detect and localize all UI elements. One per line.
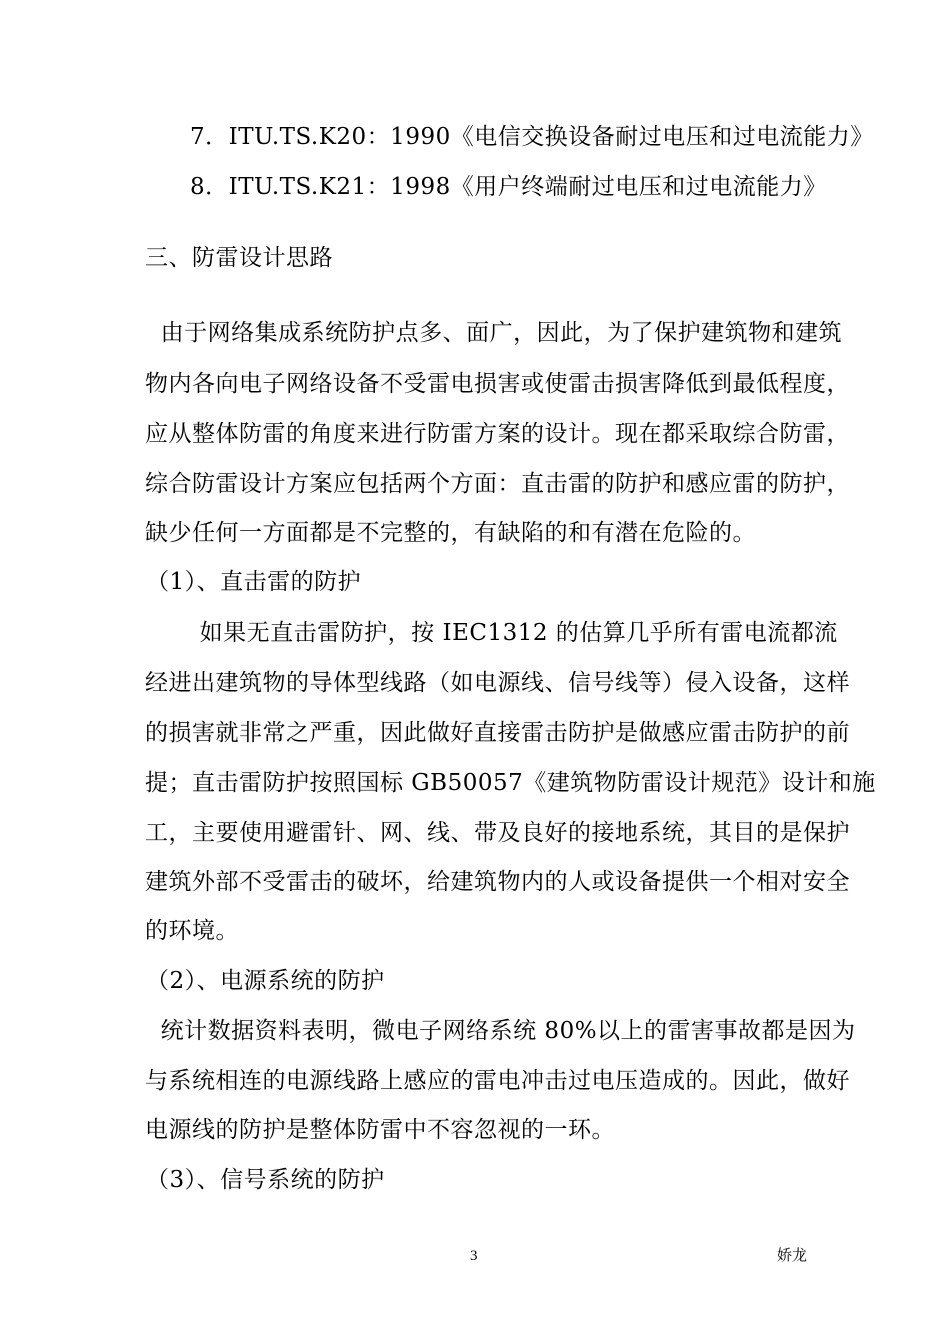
subsection-heading: （1）、直击雷的防护 <box>146 569 362 595</box>
paragraph-line: 统计数据资料表明，微电子网络系统 80%以上的雷害事故都是因为 <box>145 1018 856 1044</box>
subsection-heading: （3）、信号系统的防护 <box>146 1167 385 1193</box>
paragraph-line: 提；直击雷防护按照国标 GB50057《建筑物防雷设计规范》设计和施 <box>145 770 876 796</box>
paragraph-line: 综合防雷设计方案应包括两个方面：直击雷的防护和感应雷的防护， <box>145 471 850 497</box>
paragraph-line: 如果无直击雷防护，按 IEC1312 的估算几乎所有雷电流都流 <box>145 620 838 646</box>
footer-author: 娇龙 <box>777 1248 808 1264</box>
paragraph-line: 与系统相连的电源线路上感应的雷电冲击过电压造成的。因此，做好 <box>145 1068 850 1094</box>
paragraph-line: 电源线的防护是整体防雷中不容忽视的一环。 <box>145 1117 615 1143</box>
section-heading: 三、防雷设计思路 <box>145 245 333 271</box>
page-number: 3 <box>470 1248 478 1264</box>
paragraph-line: 应从整体防雷的角度来进行防雷方案的设计。现在都采取综合防雷， <box>145 421 850 447</box>
paragraph-line: 建筑外部不受雷击的破坏，给建筑物内的人或设备提供一个相对安全 <box>145 869 850 895</box>
reference-item: 8．ITU.TS.K21：1998《用户终端耐过电压和过电流能力》 <box>190 174 827 200</box>
paragraph-line: 缺少任何一方面都是不完整的，有缺陷的和有潜在危险的。 <box>145 520 756 546</box>
paragraph-line: 经进出建筑物的导体型线路（如电源线、信号线等）侵入设备，这样 <box>145 670 850 696</box>
reference-item: 7．ITU.TS.K20：1990《电信交换设备耐过电压和过电流能力》 <box>190 124 874 150</box>
subsection-heading: （2）、电源系统的防护 <box>146 968 385 994</box>
paragraph-line: 的环境。 <box>145 918 239 944</box>
paragraph-line: 的损害就非常之严重，因此做好直接雷击防护是做感应雷击防护的前 <box>145 720 850 746</box>
paragraph-line: 由于网络集成系统防护点多、面广，因此，为了保护建筑物和建筑 <box>145 320 843 346</box>
paragraph-line: 工，主要使用避雷针、网、线、带及良好的接地系统，其目的是保护 <box>145 820 850 846</box>
paragraph-line: 物内各向电子网络设备不受雷电损害或使雷击损害降低到最低程度， <box>145 371 850 397</box>
